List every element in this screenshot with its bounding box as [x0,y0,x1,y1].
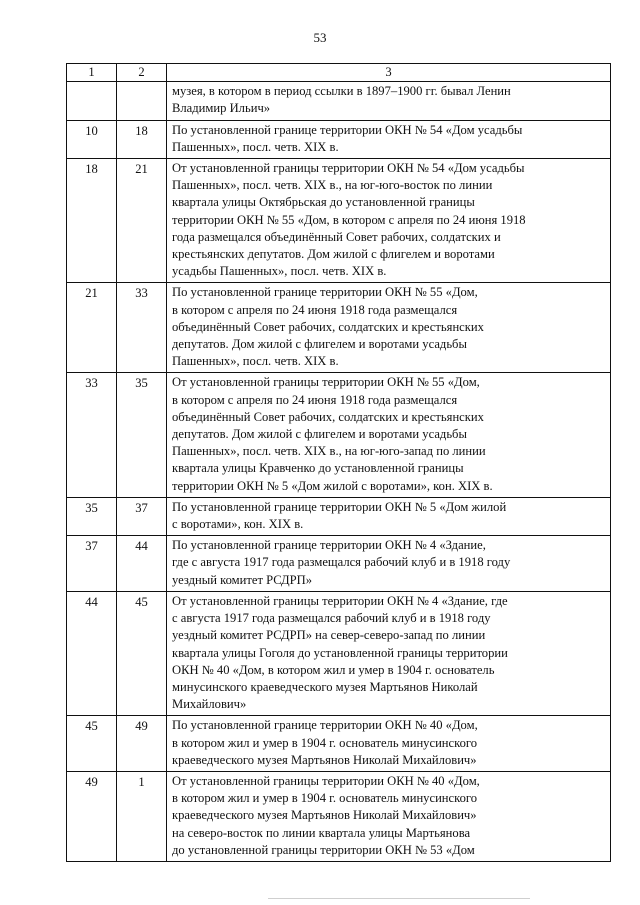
description-line: года размещался объединённый Совет рабочих, солдатских и [172,229,501,244]
description-line: По установленной границе территории ОКН № 5 «Дом жилой [172,499,507,514]
cell-description [167,591,611,715]
description-line: с августа 1917 года размещался рабочий клуб и в 1918 году [172,611,491,626]
description-line: в котором с апреля по 24 июня 1918 года размещался [172,302,458,317]
description-line: объединённый Совет рабочих, солдатских и крестьянских [172,319,484,334]
column-header-description: 3 [167,64,611,82]
table-row [67,536,611,592]
cell-from-point: 35 [67,497,117,535]
cell-from-point: 18 [67,159,117,283]
table-body [67,82,611,862]
cell-from-point: 10 [67,120,117,158]
cell-from-point: 49 [67,771,117,861]
boundary-table [66,63,611,862]
table-row [67,716,611,772]
description-line: Пашенных», посл. четв. XIX в. [172,139,339,154]
description-line: ОКН № 40 «Дом, в котором жил и умер в 1904 г. основатель [172,662,495,677]
description-line: От установленной границы территории ОКН № 40 «Дом, [172,773,480,788]
description-line: усадьбы Пашенных», посл. четв. XIX в. [172,264,387,279]
description-line: где с августа 1917 года размещался рабочий клуб и в 1918 году [172,555,511,570]
description-line: По установленной границе территории ОКН № 55 «Дом, [172,285,478,300]
cell-to-point [117,82,167,120]
cell-description [167,536,611,592]
cell-to-point: 21 [117,159,167,283]
column-header-to: 2 [117,64,167,82]
description-line: в котором с апреля по 24 июня 1918 года размещался [172,392,458,407]
cell-from-point: 37 [67,536,117,592]
description-line: По установленной границе территории ОКН № 54 «Дом усадьбы [172,122,523,137]
description-line: уездный комитет РСДРП» на север-северо-запад по линии [172,628,486,643]
description-line: квартала улицы Гоголя до установленной границы территории [172,645,508,660]
description-line: По установленной границе территории ОКН № 4 «Здание, [172,538,486,553]
description-line: Пашенных», посл. четв. XIX в., на юг-юго-восток по линии [172,178,493,193]
table-row [67,159,611,283]
page-number: 53 [313,30,327,45]
cell-description [167,283,611,373]
description-line: на северо-восток по линии квартала улицы Мартьянова [172,825,471,840]
cell-from-point: 33 [67,373,117,497]
description-line: депутатов. Дом жилой с флигелем и воротами усадьбы [172,337,467,352]
cell-from-point: 44 [67,591,117,715]
cell-description [167,771,611,861]
cell-to-point: 49 [117,716,167,772]
cell-to-point: 33 [117,283,167,373]
cell-to-point: 44 [117,536,167,592]
cell-description [167,497,611,535]
description-line: минусинского краеведческого музея Мартьянов Николай [172,679,478,694]
description-line: в котором жил и умер в 1904 г. основатель минусинского [172,791,478,806]
description-line: квартала улицы Октябрьская до установленной границы [172,195,475,210]
description-line: в котором жил и умер в 1904 г. основатель минусинского [172,735,478,750]
description-line: крестьянских депутатов. Дом жилой с флигелем и воротами [172,247,495,262]
description-line: По установленной границе территории ОКН № 40 «Дом, [172,718,478,733]
cell-from-point: 45 [67,716,117,772]
description-line: От установленной границы территории ОКН № 4 «Здание, где [172,593,508,608]
column-header-from: 1 [67,64,117,82]
description-line: Владимир Ильич» [172,101,271,116]
table-row [67,373,611,497]
description-line: депутатов. Дом жилой с флигелем и воротами усадьбы [172,427,467,442]
cell-description [167,159,611,283]
description-line: квартала улицы Кравченко до установленной границы [172,461,464,476]
cell-to-point: 18 [117,120,167,158]
cell-to-point: 35 [117,373,167,497]
table-row [67,82,611,120]
description-line: краеведческого музея Мартьянов Николай Михайлович» [172,752,477,767]
cell-description [167,120,611,158]
description-line: От установленной границы территории ОКН № 55 «Дом, [172,375,480,390]
description-line: От установленной границы территории ОКН № 54 «Дом усадьбы [172,161,525,176]
description-line: музея, в котором в период ссылки в 1897–1900 гг. бывал Ленин [172,84,511,99]
cell-description [167,373,611,497]
description-line: краеведческого музея Мартьянов Николай Михайлович» [172,808,477,823]
table-row [67,283,611,373]
description-line: Михайлович» [172,697,247,712]
description-line: Пашенных», посл. четв. XIX в., на юг-юго-запад по линии [172,444,486,459]
description-line: объединённый Совет рабочих, солдатских и крестьянских [172,409,484,424]
description-line: Пашенных», посл. четв. XIX в. [172,354,339,369]
description-line: территории ОКН № 5 «Дом жилой с воротами», кон. XIX в. [172,478,493,493]
cell-description [167,82,611,120]
table-row [67,771,611,861]
scan-artifact-line [268,898,530,899]
cell-to-point: 37 [117,497,167,535]
table-row [67,497,611,535]
description-line: с воротами», кон. XIX в. [172,517,304,532]
description-line: уездный комитет РСДРП» [172,572,313,587]
description-line: территории ОКН № 55 «Дом, в котором с апреля по 24 июня 1918 [172,212,526,227]
table-row [67,120,611,158]
cell-to-point: 1 [117,771,167,861]
cell-description [167,716,611,772]
cell-from-point [67,82,117,120]
cell-to-point: 45 [117,591,167,715]
cell-from-point: 21 [67,283,117,373]
table-row [67,591,611,715]
description-line: до установленной границы территории ОКН № 53 «Дом [172,842,475,857]
table-header-row [67,64,611,82]
